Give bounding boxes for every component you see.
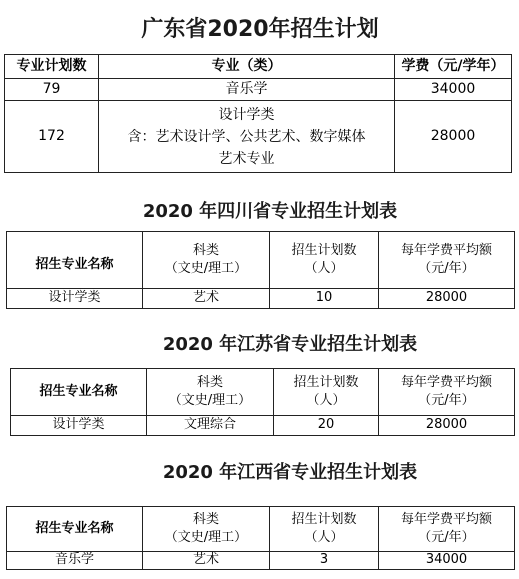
header-line: （文史/理工） bbox=[168, 393, 252, 408]
header-major-name: 招生专业名称 bbox=[7, 507, 143, 552]
major-line: 艺术专业 bbox=[218, 150, 275, 167]
header-line: （文史/理工） bbox=[164, 261, 248, 276]
table-header-row bbox=[5, 55, 512, 79]
table-row bbox=[5, 79, 512, 101]
header-plan-count bbox=[274, 369, 379, 416]
table-row bbox=[5, 101, 512, 173]
table-header-row bbox=[7, 232, 515, 289]
jiangxi-title: 2020 年江西省专业招生计划表 bbox=[162, 462, 418, 483]
cell-major: 音乐学 bbox=[7, 552, 143, 570]
table-header-row bbox=[11, 369, 515, 416]
header-line: 每年学费平均额 bbox=[400, 243, 492, 258]
header-category bbox=[143, 507, 270, 552]
cell-category: 文理综合 bbox=[147, 416, 274, 436]
header-line: （文史/理工） bbox=[164, 530, 248, 545]
cell-category: 艺术 bbox=[143, 289, 270, 309]
cell-major: 设计学类 bbox=[7, 289, 143, 309]
header-plan-count bbox=[270, 232, 379, 289]
header-line: 科类 bbox=[192, 243, 219, 258]
cell-fee: 34000 bbox=[379, 552, 515, 570]
cell-fee: 28000 bbox=[379, 416, 515, 436]
header-plan-count bbox=[270, 507, 379, 552]
cell-count: 3 bbox=[270, 552, 379, 570]
header-line: 招生计划数 bbox=[293, 375, 359, 390]
sichuan-table bbox=[6, 231, 515, 309]
header-major-name: 招生专业名称 bbox=[7, 232, 143, 289]
cell-count: 79 bbox=[5, 79, 99, 101]
guangdong-table bbox=[4, 54, 512, 173]
cell-fee: 28000 bbox=[395, 101, 512, 173]
header-line: （元/年） bbox=[418, 261, 475, 276]
guangdong-title: 广东省2020年招生计划 bbox=[141, 17, 379, 42]
header-fee bbox=[379, 507, 515, 552]
header-line: （元/年） bbox=[418, 393, 475, 408]
cell-major bbox=[99, 101, 395, 173]
header-plan-count: 专业计划数 bbox=[5, 55, 99, 79]
header-fee bbox=[379, 369, 515, 416]
major-line: 设计学类 bbox=[218, 106, 275, 123]
header-major-name: 招生专业名称 bbox=[11, 369, 147, 416]
header-fee bbox=[379, 232, 515, 289]
header-line: 招生计划数 bbox=[291, 512, 357, 527]
cell-fee: 28000 bbox=[379, 289, 515, 309]
table-row bbox=[11, 416, 515, 436]
table-row bbox=[7, 289, 515, 309]
header-line: 科类 bbox=[196, 375, 223, 390]
header-line: 招生计划数 bbox=[291, 243, 357, 258]
jiangsu-table bbox=[10, 368, 515, 436]
cell-major: 设计学类 bbox=[11, 416, 147, 436]
table-header-row bbox=[7, 507, 515, 552]
jiangsu-title: 2020 年江苏省专业招生计划表 bbox=[162, 334, 418, 355]
cell-count: 10 bbox=[270, 289, 379, 309]
table-row bbox=[7, 552, 515, 570]
header-line: （人） bbox=[306, 393, 346, 408]
header-line: （人） bbox=[304, 261, 344, 276]
cell-fee: 34000 bbox=[395, 79, 512, 101]
cell-major: 音乐学 bbox=[99, 79, 395, 101]
header-category bbox=[143, 232, 270, 289]
header-line: （人） bbox=[304, 530, 344, 545]
sichuan-title: 2020 年四川省专业招生计划表 bbox=[142, 201, 398, 222]
cell-count: 172 bbox=[5, 101, 99, 173]
cell-category: 艺术 bbox=[143, 552, 270, 570]
header-line: 每年学费平均额 bbox=[400, 512, 492, 527]
header-line: 每年学费平均额 bbox=[400, 375, 492, 390]
major-line: 含：艺术设计学、公共艺术、数字媒体 bbox=[127, 128, 366, 145]
header-line: 科类 bbox=[192, 512, 219, 527]
header-line: （元/年） bbox=[418, 530, 475, 545]
jiangxi-table bbox=[6, 506, 515, 570]
header-major: 专业（类） bbox=[99, 55, 395, 79]
header-category bbox=[147, 369, 274, 416]
cell-count: 20 bbox=[274, 416, 379, 436]
header-fee: 学费（元/学年） bbox=[395, 55, 512, 79]
